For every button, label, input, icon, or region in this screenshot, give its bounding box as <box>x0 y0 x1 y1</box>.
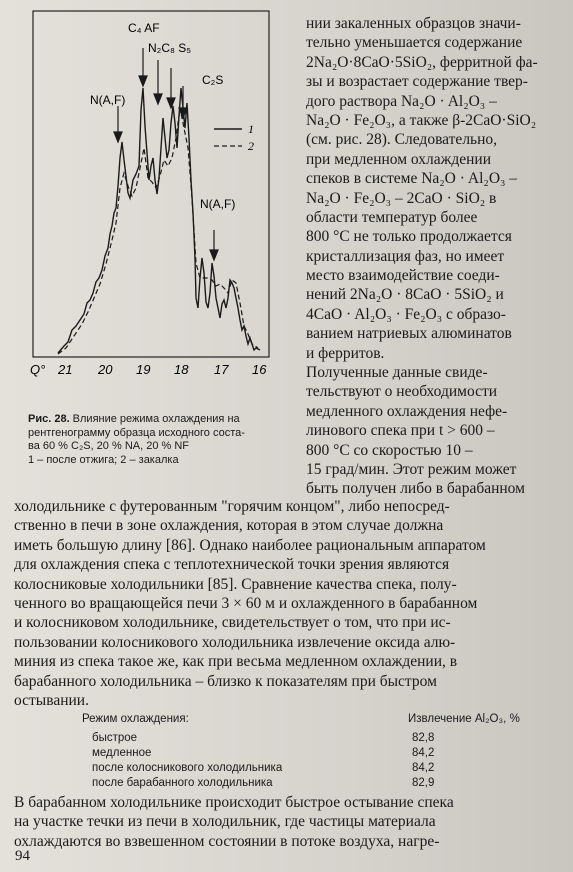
table-header-mode: Режим охлаждения: <box>82 713 189 725</box>
text-line: пользовании колосникового холодильника извлечение оксида алю- <box>14 633 456 651</box>
text-line: кристаллизация фаз, но имеет <box>306 247 505 265</box>
text-line: тельствуют о необходимости <box>306 383 498 401</box>
xrd-pattern-plot <box>30 8 280 380</box>
text-line: области температур более <box>306 208 478 226</box>
figure-28 <box>30 8 280 378</box>
bottom-paragraph <box>14 793 566 851</box>
table-cell-mode: после колосникового холодильника <box>92 762 283 774</box>
text-line: нии закаленных образцов значи- <box>306 15 521 32</box>
text-line: для охлаждения спека с теплотехнической точки зрения являются <box>14 556 450 574</box>
table-cell-value: 82,9 <box>412 777 435 789</box>
text-line: охлаждаются во взвешенном состоянии в потоке воздуха, нагре- <box>14 832 440 850</box>
legend-label-2: 2 <box>248 139 254 153</box>
x-tick-label: 21 <box>58 362 73 377</box>
table-cell-value: 84,2 <box>412 762 435 774</box>
text-line: 2Na₂O·8CaO·5SiO₂, ферритной фа- <box>306 53 538 71</box>
text-line: иметь большую длину [86]. Однако наиболее рациональным аппаратом <box>14 536 486 554</box>
curve-2-quenched <box>58 108 258 354</box>
text-line: 4CaO · Al₂O₃ · Fe₂O₃ с образо- <box>306 305 506 323</box>
text-line: место взаимодействие соеди- <box>306 267 500 285</box>
text-line: Na₂O · Fe₂O₃ – 2CaO · SiO₂ в <box>306 189 497 207</box>
label-n2c8s5: N₂C₈ S₅ <box>148 41 192 55</box>
text-line: (см. рис. 28). Следовательно, <box>306 131 498 149</box>
text-line: миния из спека такое же, как при весьма медленном охлаждении, в <box>14 653 458 671</box>
text-line: на участке течки из печи в холодильник, где частицы материала <box>14 813 436 831</box>
x-tick-label: 20 <box>98 362 113 377</box>
table-cell-mode: медленное <box>92 747 152 759</box>
text-line: 800 °C со скоростью 10 – <box>306 441 473 459</box>
legend-label-1: 1 <box>248 122 254 136</box>
text-line: ченного во вращающейся печи 3 × 60 м и охлажденного в барабанном <box>14 594 478 612</box>
full-width-paragraph <box>14 497 566 710</box>
text-line: остывании. <box>14 691 89 709</box>
text-line: холодильнике с футерованным "горячим концом", либо непосред- <box>14 498 450 515</box>
table-row <box>82 761 562 776</box>
table-cell-value: 84,2 <box>412 747 435 759</box>
caption-line: Влияние режима охлаждения на <box>69 413 240 425</box>
label-naf-right: N(A,F) <box>200 197 236 211</box>
table-row <box>82 746 562 761</box>
label-c2s: C₂S <box>202 73 224 87</box>
caption-line: ва 60 % C₂S, 20 % NA, 20 % NF <box>28 440 189 452</box>
table-cell-value: 82,8 <box>412 732 435 744</box>
text-line: 15 град/мин. Этот режим может <box>306 460 517 478</box>
text-line: 800 °C не только продолжается <box>306 228 512 246</box>
x-tick-label: 17 <box>214 362 229 377</box>
x-tick-label: 18 <box>174 362 189 377</box>
text-line: медленного охлаждения нефе- <box>306 402 508 420</box>
text-line: линового спека при t > 600 – <box>306 422 495 440</box>
text-line: быть получен либо в барабанном <box>306 480 525 498</box>
x-tick-label: Q° <box>30 362 46 377</box>
text-line: барабанного холодильника – близко к показателям при быстром <box>14 672 437 690</box>
text-line: нений 2Na₂O · 8CaO · 5SiO₂ и <box>306 286 504 304</box>
text-line: и ферритов. <box>306 344 385 362</box>
text-line: В барабанном холодильнике происходит быстрое остывание спека <box>14 794 454 811</box>
text-line: спеков в системе Na₂O · Al₂O₃ – <box>306 170 518 188</box>
cooling-mode-table <box>82 712 562 791</box>
table-header <box>82 712 562 727</box>
table-cell-mode: после барабанного холодильника <box>92 777 273 789</box>
text-line: Na₂O · Fe₂O₃, а также β-2CaO·SiO₂ <box>306 111 537 129</box>
x-tick-label: 19 <box>136 362 151 377</box>
caption-line: рентгенограмму образца исходного соста- <box>28 426 245 439</box>
table-row <box>82 731 562 746</box>
text-line: дого раствора Na₂O · Al₂O₃ – <box>306 92 497 110</box>
table-cell-mode: быстрое <box>92 732 138 744</box>
x-axis-ticks <box>30 362 267 377</box>
label-c4af: C₄ AF <box>128 21 160 35</box>
plot-frame <box>33 11 269 357</box>
figure-caption <box>28 413 290 467</box>
table-row <box>82 776 562 791</box>
text-line: зы и возрастает содержание твер- <box>306 73 528 91</box>
text-line: Полученные данные свиде- <box>306 364 488 382</box>
page-number: 94 <box>15 848 30 864</box>
text-line: тельно уменьшается содержание <box>306 34 523 52</box>
text-line: колосниковые холодильники [85]. Сравнение качества спека, полу- <box>14 575 457 593</box>
text-line: ванием натриевых алюминатов <box>306 325 512 343</box>
x-tick-label: 16 <box>252 362 267 377</box>
curve-1-annealed <box>58 88 260 353</box>
text-line: и колосниковом холодильнике, свидетельствует о том, что при ис- <box>14 614 451 632</box>
text-line: ственно в печи в зоне охлаждения, которая в этом случае должна <box>14 517 444 535</box>
text-line: при медленном охлаждении <box>306 150 492 168</box>
caption-line: 1 – после отжига; 2 – закалка <box>28 453 179 466</box>
table-header-extraction: Извлечение Al₂O₃, % <box>408 713 520 725</box>
caption-figure-number: Рис. 28. <box>28 413 70 425</box>
right-column-text <box>306 14 568 499</box>
label-naf-left: N(A,F) <box>90 93 126 107</box>
